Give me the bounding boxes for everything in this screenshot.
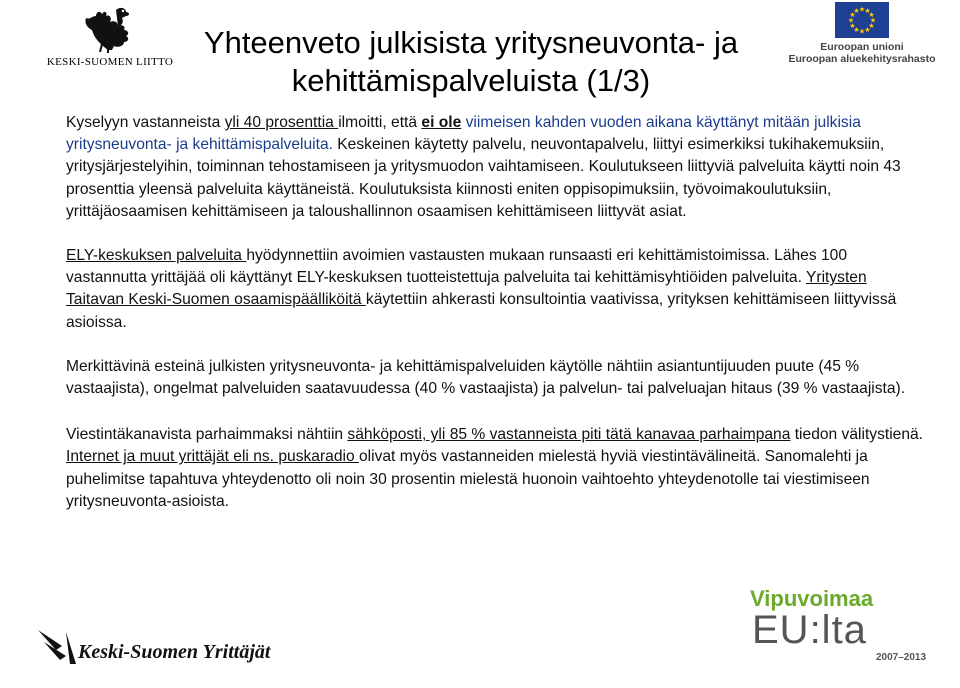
paragraph-2: ELY-keskuksen palveluita hyödynnettiin avoimien vastausten mukaan runsaasti eri kehittämistoimissa. Lähes 100 vastannutta yrittäjää oli käyttänyt ELY-keskuksen tuotteistettuja palveluita tai kehittämisyhtiöiden palveluita. Yritysten Taitavan Keski-Suomen osaamispäälliköitä käytettiin ahkerasti konsultointia vaativissa, yrityksen kehittämiseen liittyvissä asioissa.: [66, 247, 897, 331]
keski-suomen-liitto-text: KESKI-SUOMEN LIITTO: [46, 56, 174, 68]
vip-years-text: 2007–2013: [876, 652, 927, 663]
eu-star-icon: ★: [858, 6, 866, 14]
keski-suomen-yrittajat-logo: [36, 624, 296, 674]
eu-star-icon: ★: [849, 23, 856, 30]
eu-union-text: Euroopan unioni: [820, 41, 904, 53]
body-text: [66, 112, 926, 513]
eu-star-icon: ★: [868, 23, 875, 30]
capercaillie-icon: [78, 4, 142, 54]
eu-star-icon: ★: [858, 28, 866, 36]
title-line-1: Yhteenveto julkisista yritysneuvonta- ja: [203, 25, 739, 60]
eu-star-icon: ★: [847, 17, 855, 25]
eu-star-icon: ★: [868, 12, 875, 19]
page-title: [186, 24, 756, 100]
keski-suomen-liitto-logo: [40, 4, 180, 70]
eu-fund-text: Euroopan aluekehitysrahasto: [788, 53, 936, 65]
eulta-text: EU:lta: [752, 608, 867, 652]
eu-star-icon: ★: [864, 27, 871, 35]
ky-logo-text: Keski-Suomen Yrittäjät: [78, 641, 271, 663]
eu-logo: [782, 2, 942, 72]
vipuvoimaa-eu-logo: [748, 586, 938, 676]
ky-emblem-icon: [36, 628, 80, 668]
paragraph-4: Viestintäkanavista parhaimmaksi nähtiin sähköposti, yli 85 % vastanneista piti tätä kanavaa parhaimpana tiedon välitystienä. Internet ja muut yrittäjät eli ns. puskaradio olivat myös vastanneiden mielestä hyviä viestintävälineitä. Sanomalehti ja puhelimitse tapahtuva yhteydenotto oli noin 30 prosentin mielestä huonoin vaihtoehto yhteydenotolle tai viestimiseen yritysneuvonta-asioista.: [66, 426, 924, 510]
title-line-2: kehittämispalveluista (1/3): [291, 63, 651, 98]
eu-flag-icon: [835, 2, 889, 38]
paragraph-1: Kyselyyn vastanneista yli 40 prosenttia ilmoitti, että ei ole viimeisen kahden vuoden aikana käyttänyt mitään julkisia yritysneuvonta- ja kehittämispalveluita. Keskeinen käytetty palvelu, neuvontapalvelu, liittyi esimerkiksi tukihakemuksiin, yritysjärjestelyihin, toiminnan tehostamiseen ja yritysmuodon vaihtamiseen. Koulutukseen liittyviä palveluita käytti noin 43 prosenttia yleensä palveluita käyttäneistä. Koulutuksista kiinnosti eniten oppisopimuksiin, työvoimakoulutuksiin, yrittäjäosaamisen kehittämiseen ja taloushallinnon osaamisen kehittämiseen liittyvät asiat.: [66, 114, 901, 220]
eu-star-icon: ★: [853, 7, 860, 15]
vipuvoimaa-text: Vipuvoimaa: [750, 586, 874, 611]
paragraph-3: Merkittävinä esteinä julkisten yritysneuvonta- ja kehittämispalveluiden käytölle nähtiin asiantuntijuuden puute (45 % vastaajista), ongelmat palveluiden saatavuudessa (40 % vastaajista) ja palvelun- tai palveluajan hitaus (39 % vastaajista).: [66, 357, 906, 398]
eu-star-icon: ★: [849, 12, 856, 19]
eu-star-icon: ★: [869, 17, 877, 25]
eu-star-icon: ★: [864, 7, 871, 15]
eu-star-icon: ★: [853, 27, 860, 35]
